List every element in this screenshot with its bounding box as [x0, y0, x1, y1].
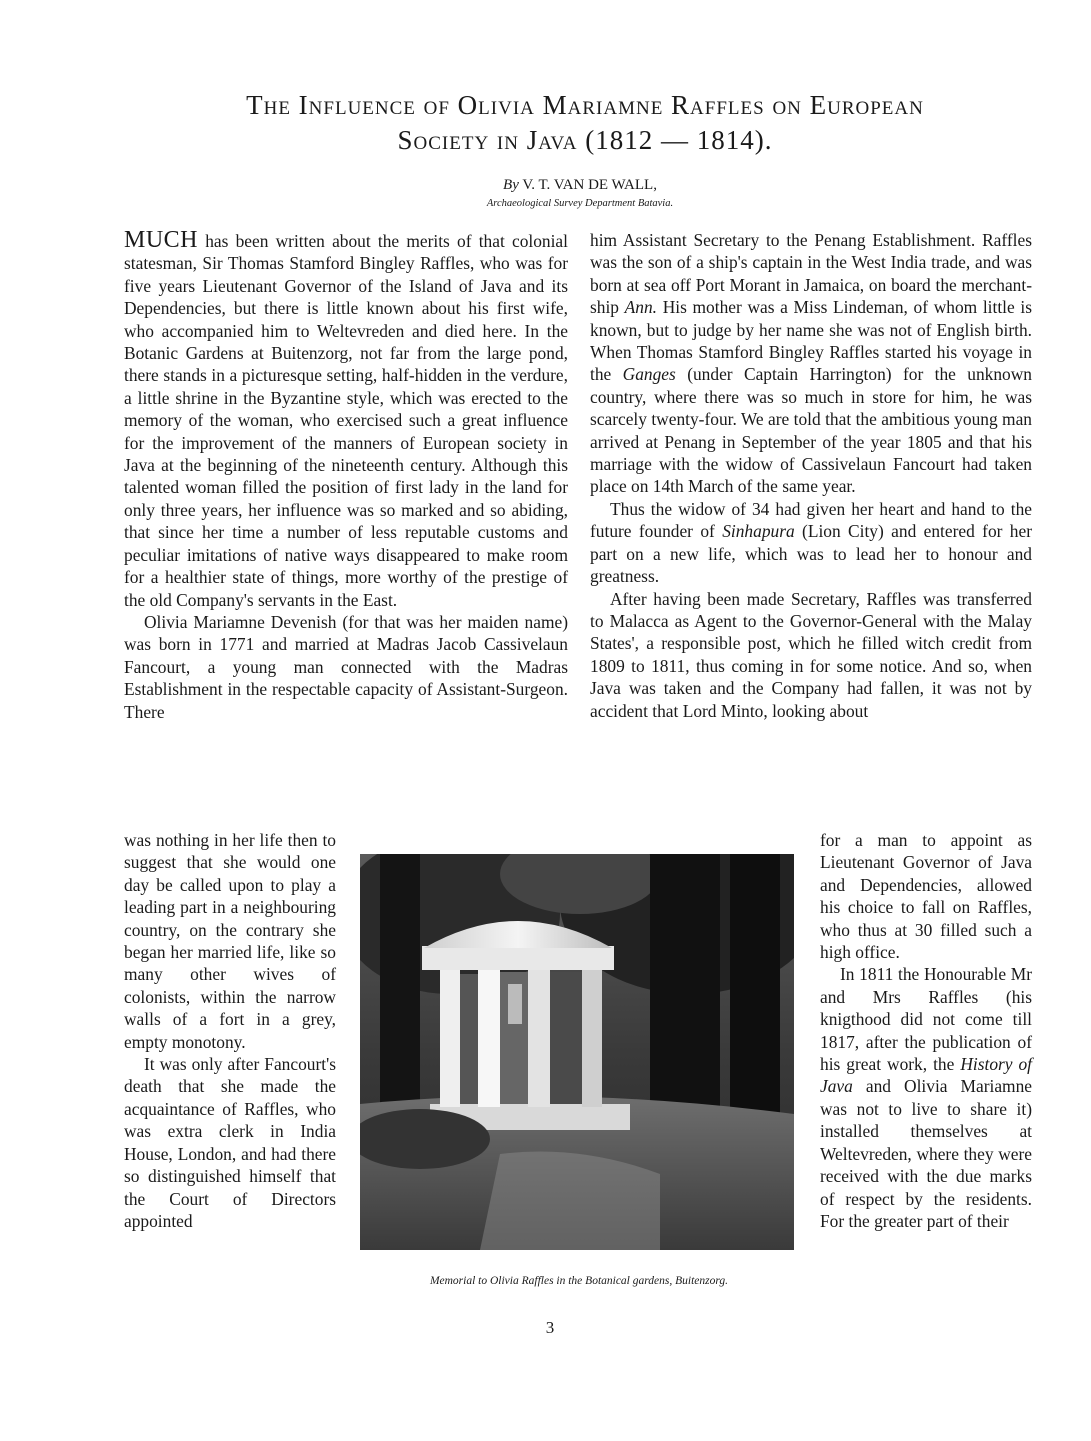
article-title — [120, 88, 1050, 158]
title-line-1: The Influence of Olivia Mariamne Raffles on European — [246, 90, 924, 120]
text-span: him Assistant Secretary to the Penang Establishment. Raffles was the son of a ship's captain in the West India trade, and was born at sea off Port Morant in Jamaica, on board the merchant-ship — [590, 230, 1032, 318]
city-name: Sinhapura — [722, 521, 795, 542]
right-column-top — [590, 229, 1032, 722]
paragraph-secretary: After having been made Secretary, Raffles was transferred to Malacca as Agent to the Governor-General with the Malay States', a responsible post, which he filled witch credit from 1809 to 1811, thus coming in for some notice. And so, when Java was taken and the Company had fallen, it was not by accident that Lord Minto, looking about — [590, 588, 1032, 721]
paragraph-devenish-continued: was nothing in her life then to suggest that she would one day be called upon to play a leading part in a neighbouring country, on the contrary she began her married life, like so many other wives of colonists, within the narrow walls of a fort in a grey, empty monotony. — [124, 830, 336, 1052]
left-column-narrow — [124, 829, 336, 1232]
book-title: History of Java — [820, 1054, 1033, 1097]
memorial-photo — [360, 854, 794, 1250]
paragraph-devenish: Olivia Mariamne Devenish (for that was her maiden name) was born in 1771 and married at Madras Jacob Cassivelaun Fancourt, a young man connected with the Madras Establishment in the respectable capacity of Assistant-Surgeon. There — [124, 611, 568, 722]
paragraph-raffles-origin — [590, 229, 1032, 498]
text-span: His mother was a Miss Lindeman, of whom little is known, but to judge by her name she was not of English birth. When Thomas Stamford Bingley Raffles started his voyage in the — [590, 297, 1032, 385]
left-column-top — [124, 229, 568, 723]
paragraph-intro-text: has been written about the merits of that colonial statesman, Sir Thomas Stamford Bingley Raffles, who was for five years Lieutenant Governor of the Island of Java and its Dependencies, but there is little known about his first wife, who accompanied him to Weltevreden and died here. In the Botanic Gardens at Buitenzorg, not far from the large pond, there stands in a picturesque setting, half-hidden in the verdure, a little shrine in the Byzantine style, which was erected to the memory of the woman, who exercised such a great influence for the improvement of the manners of European society in Java at the beginning of the nineteenth century. Although this talented woman filled the position of first lady in the land for only three years, her influence was so marked and so abiding, that since her time a number of less reputable customs and peculiar imitations of native ways disappeared to make room for a healthier state of things, more worthy of the prestige of the old Company's servants in the East. — [124, 231, 568, 610]
paragraph-weltevreden — [820, 963, 1032, 1232]
page-number: 3 — [545, 1318, 555, 1337]
byline-author: V. T. VAN DE WALL, — [522, 177, 657, 193]
text-span: (under Captain Harrington) for the unknown country, where there was so much in store for him, he was scarcely twenty-four. We are told that the ambitious young man arrived at Penang in September of the year 1805 and that his marriage with the widow of Cassivelaun Fancourt had taken place on 14th March of the same year. — [590, 364, 1033, 497]
ship-name: Ann. — [624, 297, 658, 318]
title-line-2: Society in Java (1812 — 1814). — [397, 125, 773, 156]
text-span: In 1811 the Honourable Mr and Mrs Raffles (his knigthood did not come till 1817, after the publication of his great work, the — [820, 964, 1032, 1075]
byline — [300, 177, 860, 194]
text-span: (Lion City) and entered for her part on a new life, which was to lead her to honour and greatness. — [590, 521, 1033, 587]
paragraph-intro — [124, 229, 568, 611]
author-affiliation: Archaeological Survey Department Batavia. — [486, 198, 674, 209]
drop-cap: MUCH — [124, 227, 199, 253]
vessel-name: Ganges — [622, 364, 676, 385]
photo-caption: Memorial to Olivia Raffles in the Botanical gardens, Buitenzorg. — [429, 1275, 729, 1287]
right-column-narrow — [820, 829, 1032, 1232]
text-span: and Olivia Mariamne was not to live to share it) installed themselves at Weltevreden, where they were received with the due marks of respect by the residents. For the greater part of their — [820, 1076, 1032, 1231]
byline-by: By — [503, 177, 519, 193]
text-span: Thus the widow of 34 had given her heart and hand to the future founder of — [590, 498, 1032, 542]
paragraph-fancourt: It was only after Fancourt's death that she made the acquaintance of Raffles, who was extra clerk in India House, London, and had there so distinguished himself that the Court of Directors appointed — [124, 1054, 336, 1231]
paragraph-widow — [590, 498, 1032, 588]
paragraph-secretary-continued: for a man to appoint as Lieutenant Governor of Java and Dependencies, allowed his choice to fall on Raffles, who thus at 30 filled such a high office. — [820, 830, 1032, 963]
